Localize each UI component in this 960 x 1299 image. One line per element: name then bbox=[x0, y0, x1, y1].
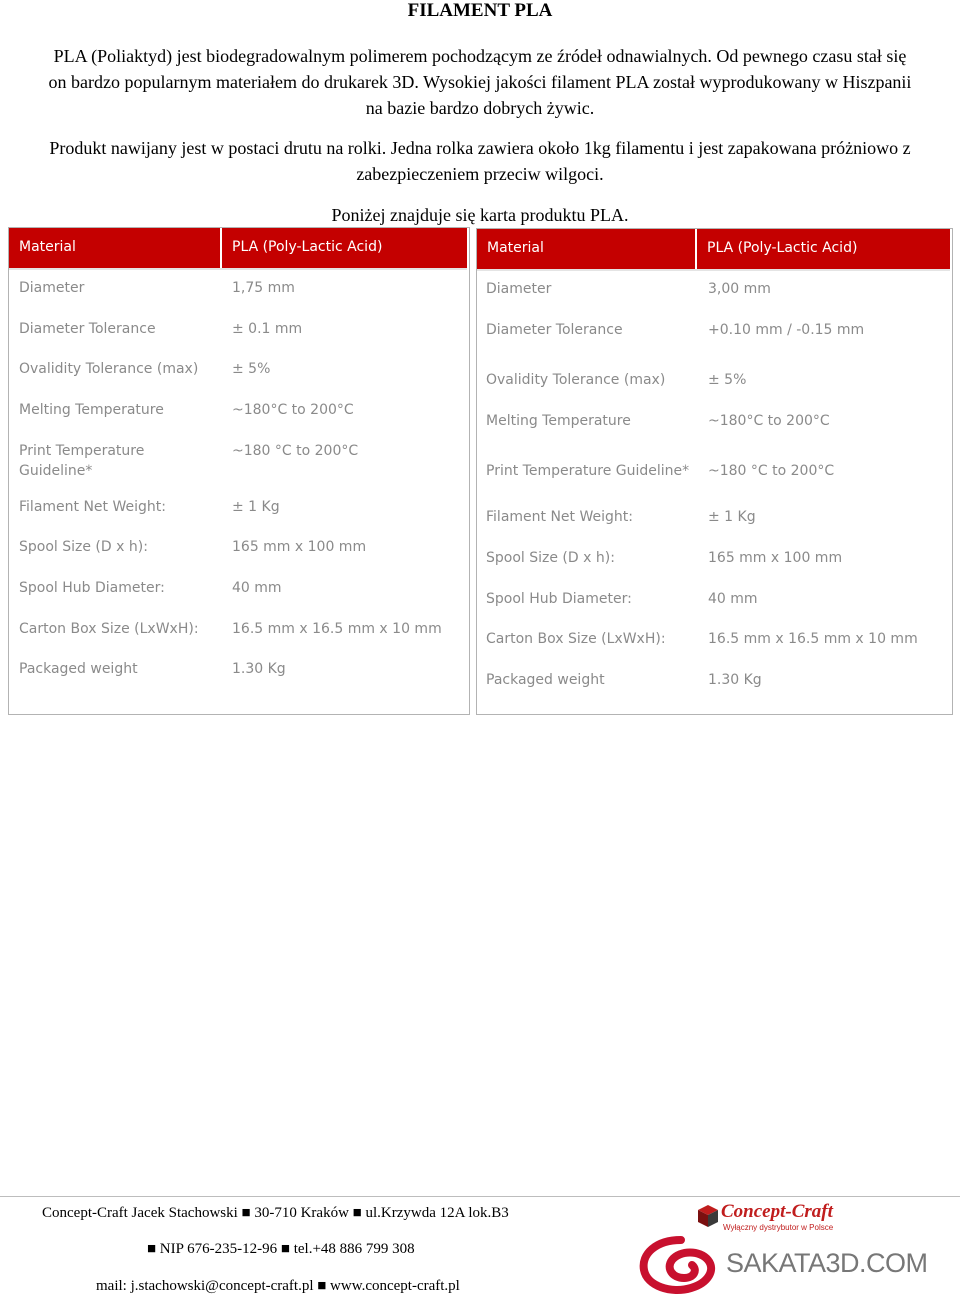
row-value: 165 mm x 100 mm bbox=[708, 550, 843, 566]
row-label: Carton Box Size (LxWxH): bbox=[19, 621, 199, 637]
row-value: ~180°C to 200°C bbox=[708, 413, 830, 429]
row-value: 1.30 Kg bbox=[708, 672, 762, 688]
footer-divider bbox=[0, 1196, 960, 1197]
row-label: Print Temperature Guideline* bbox=[486, 463, 690, 479]
swirl-logo-icon bbox=[636, 1234, 726, 1298]
row-value: 1,75 mm bbox=[232, 280, 295, 296]
row-label: Spool Size (D x h): bbox=[486, 550, 615, 566]
sakata-name: SAKATA3D.COM bbox=[726, 1248, 928, 1278]
concept-craft-name: Concept-Craft bbox=[721, 1201, 833, 1222]
row-label bbox=[19, 441, 219, 481]
row-label: Spool Hub Diameter: bbox=[19, 580, 165, 596]
product-paragraph bbox=[0, 135, 960, 187]
row-value: 16.5 mm x 16.5 mm x 10 mm bbox=[232, 621, 442, 637]
concept-craft-logo bbox=[697, 1201, 842, 1235]
intro-line-1: PLA (Poliaktyd) jest biodegradowalnym polimerem pochodzącym ze źródeł odnawialnych. Od pewnego czasu stał się bbox=[53, 46, 907, 66]
row-label: Diameter Tolerance bbox=[486, 322, 623, 338]
row-label: Ovalidity Tolerance (max) bbox=[19, 361, 199, 377]
row-label: Ovalidity Tolerance (max) bbox=[486, 372, 666, 388]
row-value: ± 1 Kg bbox=[708, 509, 756, 525]
row-value: 3,00 mm bbox=[708, 281, 771, 297]
row-label: Filament Net Weight: bbox=[19, 499, 166, 515]
header-material-label: Material bbox=[9, 228, 220, 268]
row-value: 40 mm bbox=[708, 591, 758, 607]
row-value: ~180°C to 200°C bbox=[232, 402, 354, 418]
row-value: 1.30 Kg bbox=[232, 661, 286, 677]
row-label: Spool Size (D x h): bbox=[19, 539, 148, 555]
row-value: ± 1 Kg bbox=[232, 499, 280, 515]
row-label: Packaged weight bbox=[19, 661, 138, 677]
header-material-value: PLA (Poly-Lactic Acid) bbox=[697, 229, 950, 269]
spec-table-300 bbox=[476, 228, 953, 715]
row-label: Carton Box Size (LxWxH): bbox=[486, 631, 666, 647]
row-label: Melting Temperature bbox=[486, 413, 631, 429]
row-value: ~180 °C to 200°C bbox=[708, 463, 835, 479]
row-value: ± 5% bbox=[708, 372, 747, 388]
row-label: Filament Net Weight: bbox=[486, 509, 633, 525]
intro-paragraph bbox=[0, 43, 960, 121]
row-value: ± 0.1 mm bbox=[232, 321, 303, 337]
row-value: 16.5 mm x 16.5 mm x 10 mm bbox=[708, 631, 918, 647]
row-label: Diameter bbox=[19, 280, 85, 296]
product-line-1: Produkt nawijany jest w postaci drutu na rolki. Jedna rolka zawiera około 1kg filamentu i jest zapakowana próżniowo z bbox=[49, 138, 911, 158]
row-label: Diameter Tolerance bbox=[19, 321, 156, 337]
header-material-label: Material bbox=[477, 229, 695, 269]
page-title: FILAMENT PLA bbox=[407, 0, 553, 21]
row-label-line-1: Print Temperature bbox=[19, 443, 145, 459]
header-material-value: PLA (Poly-Lactic Acid) bbox=[222, 228, 467, 268]
row-value: 165 mm x 100 mm bbox=[232, 539, 367, 555]
row-value: ~180 °C to 200°C bbox=[232, 443, 359, 459]
sakata-logo bbox=[636, 1234, 928, 1299]
row-value: +0.10 mm / -0.15 mm bbox=[708, 322, 865, 338]
footer-address: Concept-Craft Jacek Stachowski ■ 30-710 Kraków ■ ul.Krzywda 12A lok.B3 bbox=[42, 1205, 509, 1221]
row-label: Diameter bbox=[486, 281, 552, 297]
table-caption: Poniżej znajduje się karta produktu PLA. bbox=[331, 205, 629, 225]
concept-craft-tagline: Wyłączny dystrybutor w Polsce bbox=[723, 1223, 834, 1232]
intro-line-2: on bardzo popularnym materiałem do drukarek 3D. Wysokiej jakości filament PLA został wyprodukowany w Hiszpanii bbox=[48, 72, 912, 92]
row-label: Spool Hub Diameter: bbox=[486, 591, 632, 607]
intro-line-3: na bazie bardzo dobrych żywic. bbox=[365, 98, 595, 118]
row-label-line-2: Guideline* bbox=[19, 463, 93, 479]
spec-table-175 bbox=[8, 227, 470, 715]
footer-contact: ■ NIP 676-235-12-96 ■ tel.+48 886 799 308 bbox=[147, 1241, 415, 1257]
row-value: ± 5% bbox=[232, 361, 271, 377]
product-line-2: zabezpieczeniem przeciw wilgoci. bbox=[356, 164, 604, 184]
row-label: Melting Temperature bbox=[19, 402, 164, 418]
cube-logo-icon bbox=[697, 1204, 719, 1228]
row-label: Packaged weight bbox=[486, 672, 605, 688]
footer-web: mail: j.stachowski@concept-craft.pl ■ www.concept-craft.pl bbox=[96, 1278, 460, 1294]
row-value: 40 mm bbox=[232, 580, 282, 596]
